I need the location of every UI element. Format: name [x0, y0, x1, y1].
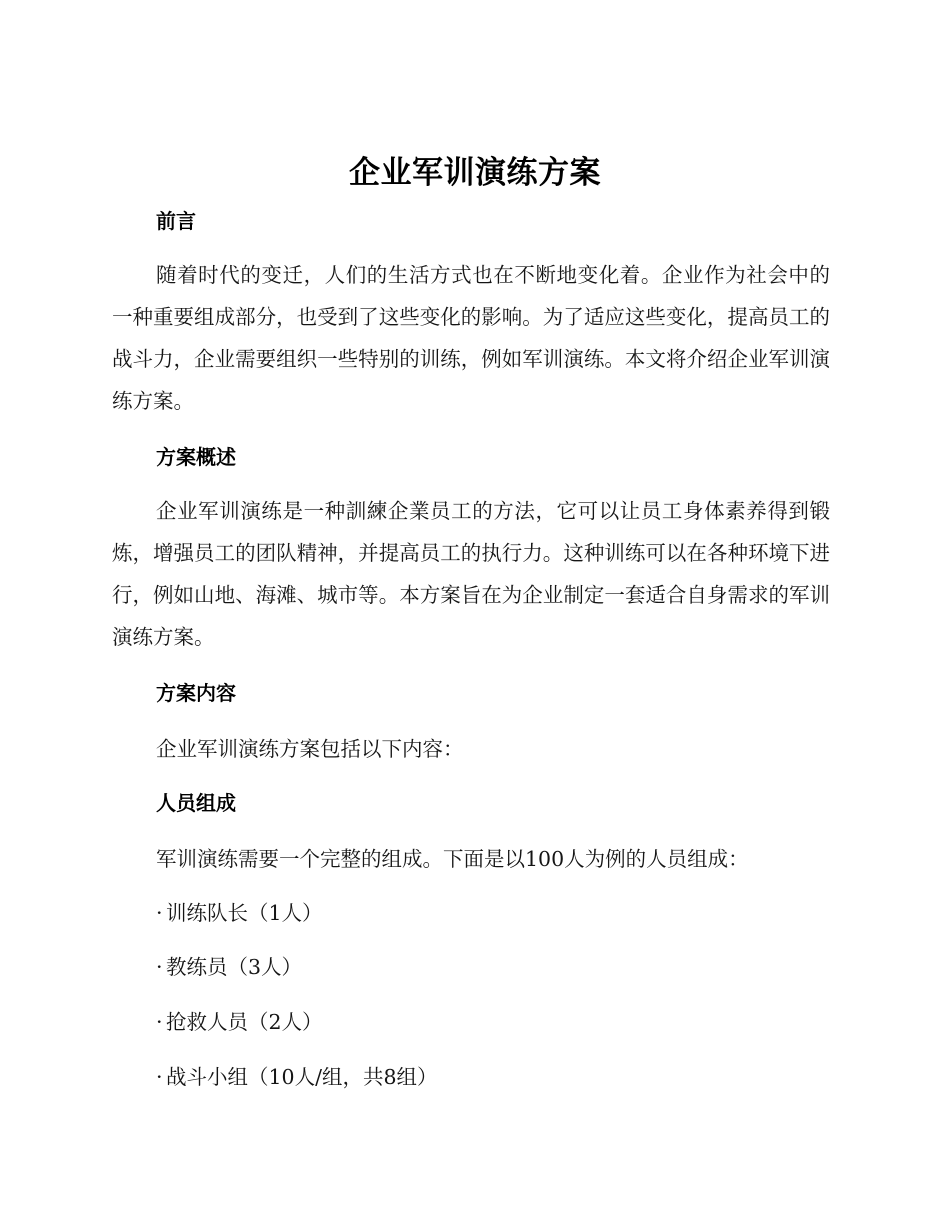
list-item-text: 教练员（3人） [166, 955, 303, 979]
list-item [156, 1063, 438, 1091]
preface-paragraph: 随着时代的变迁，人们的生活方式也在不断地变化着。企业作为社会中的一种重要组成部分，也受到了这些变化的影响。为了适应这些变化，提高员工的战斗力，企业需要组织一些特别的训练，例如军训演练。本文将介绍企业军训演练方案。 [112, 263, 830, 413]
bullet-dot-icon: · [156, 1065, 163, 1089]
content-intro-text: 企业军训演练方案包括以下内容： [156, 737, 464, 761]
personnel-intro-text: 军训演练需要一个完整的组成。下面是以100人为例的人员组成： [156, 847, 749, 871]
overview-paragraph: 企业军训演练是一种訓練企業员工的方法，它可以让员工身体素养得到锻炼，增强员工的团队精神，并提高员工的执行力。这种训练可以在各种环境下进行，例如山地、海滩、城市等。本方案旨在为企业制定一套适合自身需求的军训演练方案。 [112, 499, 830, 649]
list-item-text: 战斗小组（10人/组，共8组） [166, 1065, 438, 1089]
list-item [156, 1008, 323, 1036]
section-heading-content: 方案内容 [156, 681, 236, 705]
section-heading-overview: 方案概述 [156, 445, 236, 469]
bullet-dot-icon: · [156, 955, 163, 979]
list-item-text: 抢救人员（2人） [166, 1010, 323, 1034]
bullet-dot-icon: · [156, 901, 163, 925]
section-heading-preface: 前言 [156, 209, 196, 233]
document-title: 企业军训演练方案 [349, 155, 601, 191]
bullet-dot-icon: · [156, 1010, 163, 1034]
list-item [156, 953, 302, 981]
list-item [156, 899, 323, 927]
list-item-text: 训练队长（1人） [166, 901, 323, 925]
section-heading-personnel: 人员组成 [156, 791, 236, 815]
